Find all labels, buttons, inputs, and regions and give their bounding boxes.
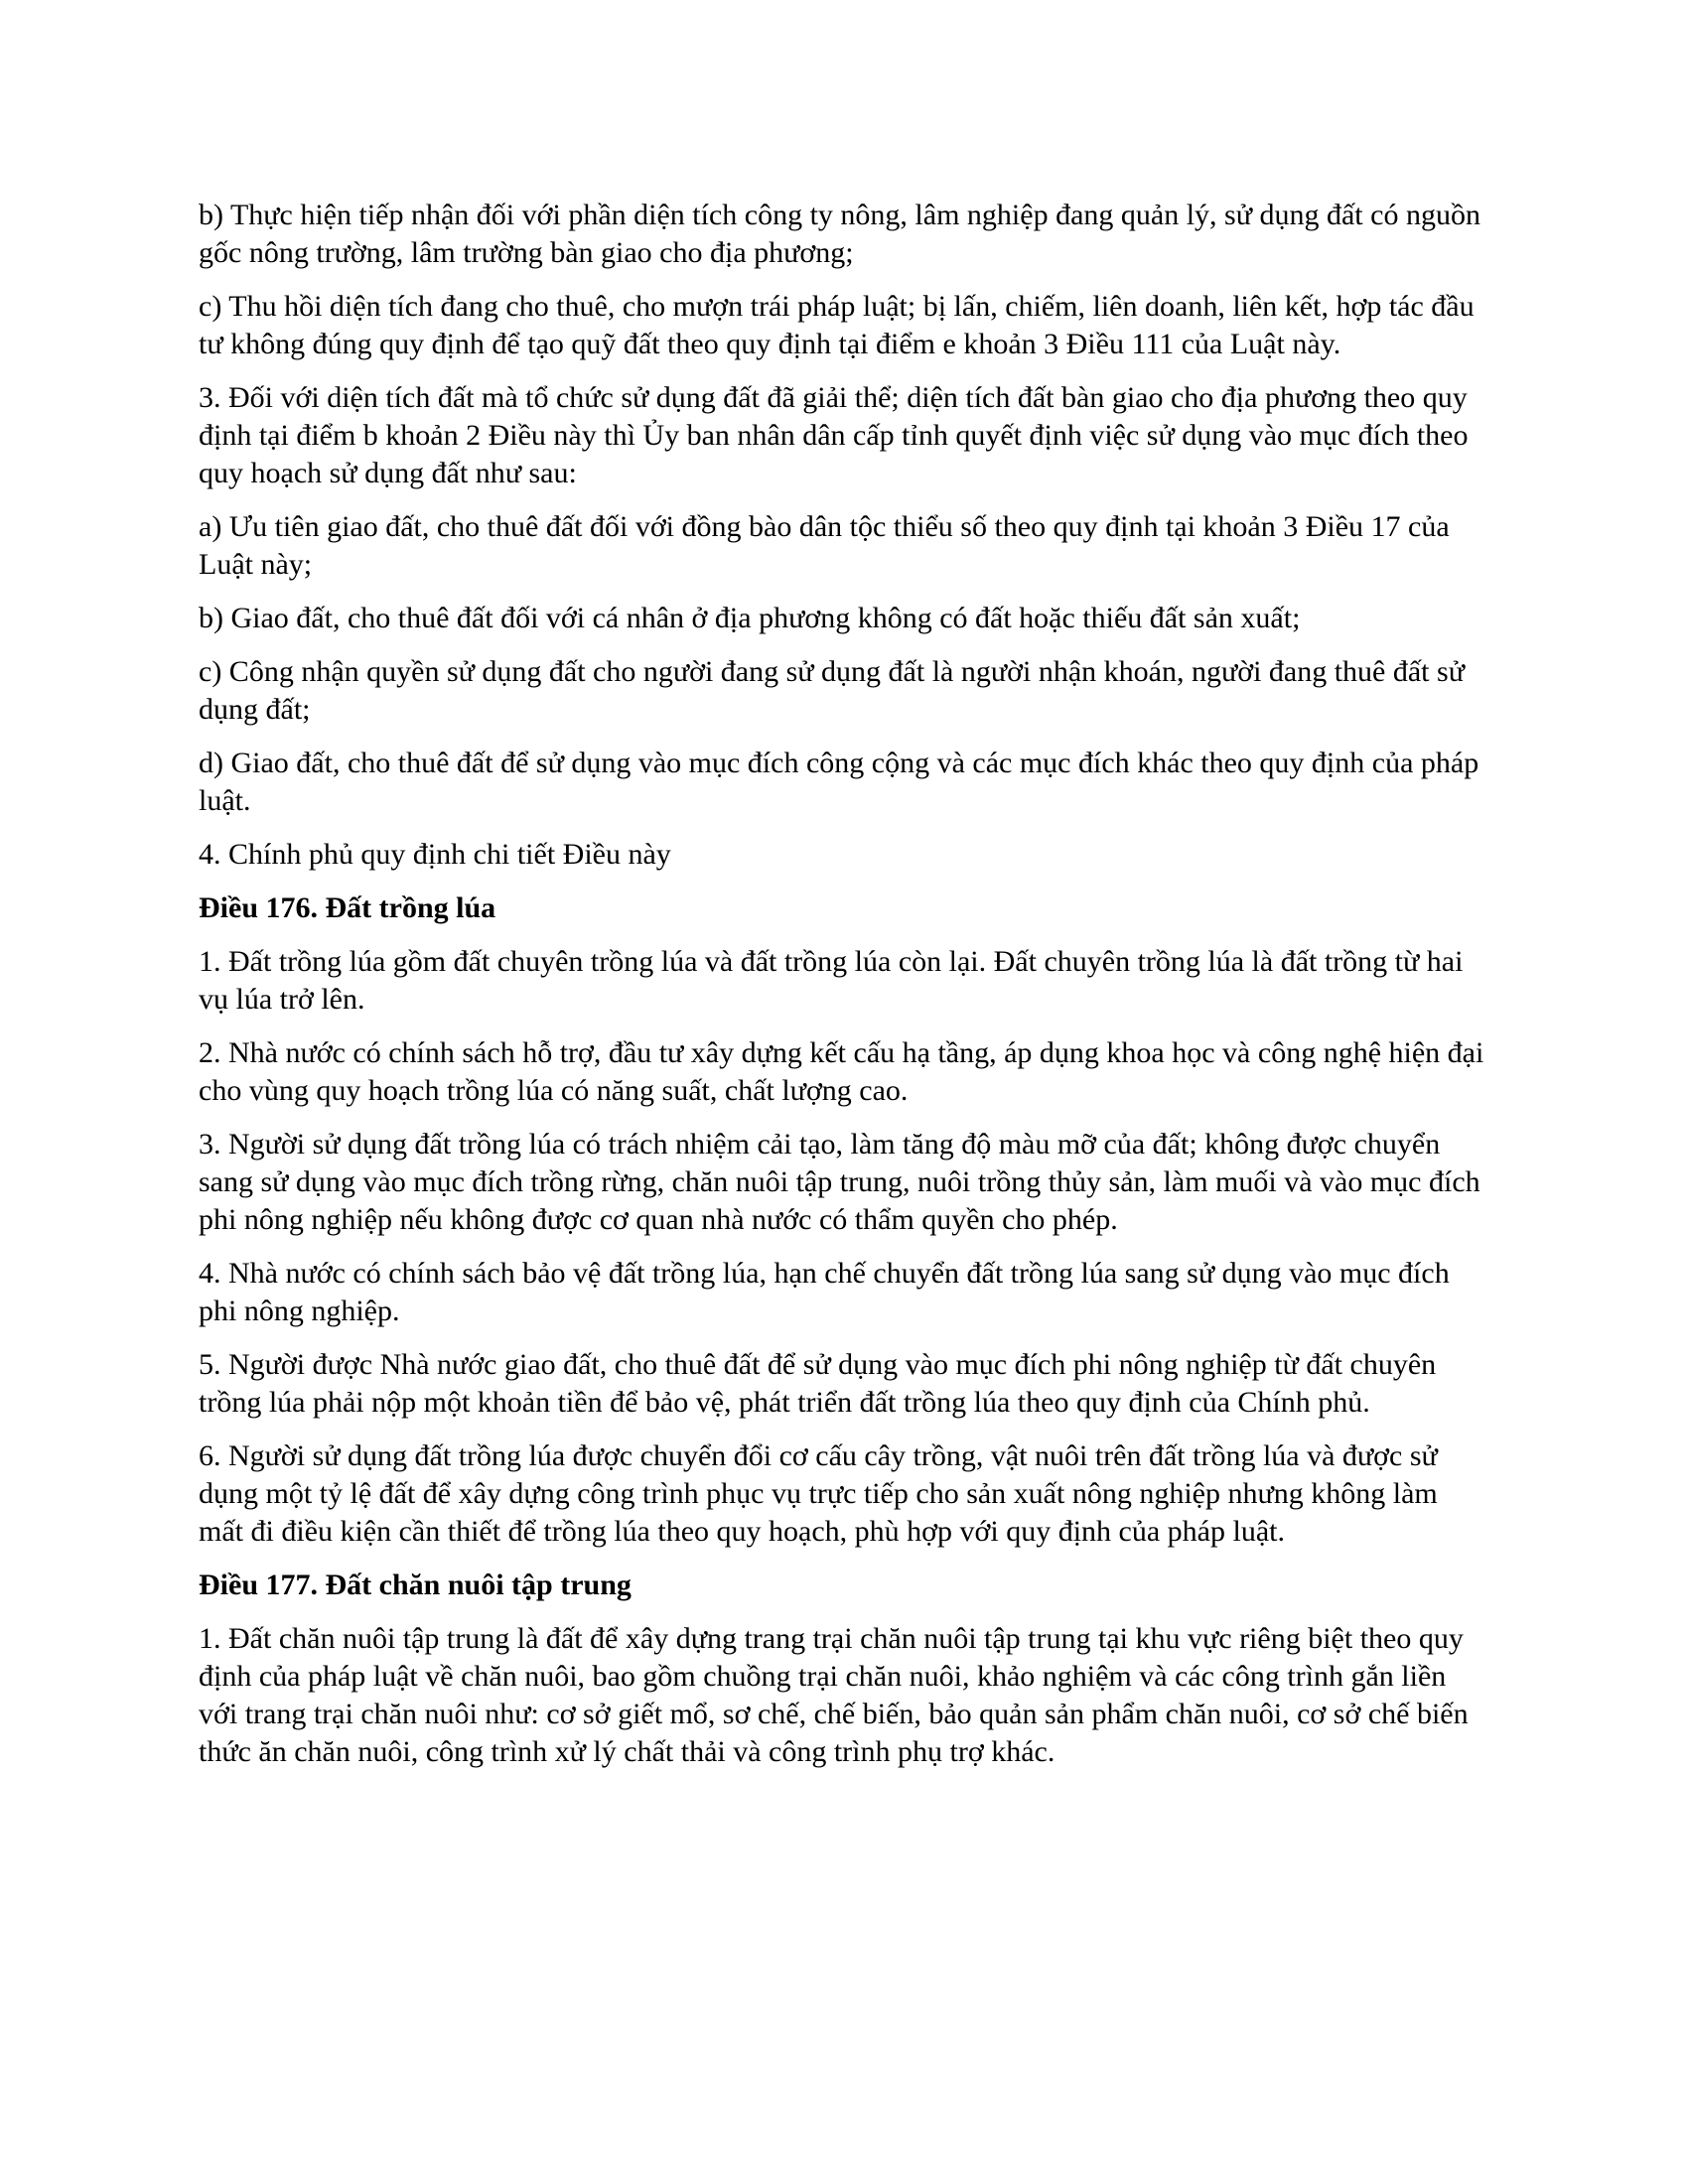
article-177-heading: Điều 177. Đất chăn nuôi tập trung bbox=[199, 1569, 632, 1601]
article-177-clause-1: 1. Đất chăn nuôi tập trung là đất để xây dựng trang trại chăn nuôi tập trung tại khu vực riêng biệt theo quy định của pháp luật về chăn nuôi, bao gồm chuồng trại chăn nuôi, khảo nghiệm và các công trình gắn liền với trang trại chăn nuôi như: cơ sở giết mổ, sơ chế, chế biến, bảo quản sản phẩm chăn nuôi, cơ sở chế biến thức ăn chăn nuôi, công trình xử lý chất thải và công trình phụ trợ khác. bbox=[199, 1622, 1469, 1768]
article-176-clause-2: 2. Nhà nước có chính sách hỗ trợ, đầu tư xây dựng kết cấu hạ tầng, áp dụng khoa học và công nghệ hiện đại cho vùng quy hoạch trồng lúa có năng suất, chất lượng cao. bbox=[199, 1036, 1484, 1107]
paragraph-c-recover-land: c) Thu hồi diện tích đang cho thuê, cho mượn trái pháp luật; bị lấn, chiếm, liên doanh, liên kết, hợp tác đầu tư không đúng quy định để tạo quỹ đất theo quy định tại điểm e khoản 3 Điều 111 của Luật này. bbox=[199, 290, 1475, 360]
article-176-heading: Điều 176. Đất trồng lúa bbox=[199, 891, 496, 924]
article-176-clause-3: 3. Người sử dụng đất trồng lúa có trách nhiệm cải tạo, làm tăng độ màu mỡ của đất; không được chuyển sang sử dụng vào mục đích trồng rừng, chăn nuôi tập trung, nuôi trồng thủy sản, làm muối và vào mục đích phi nông nghiệp nếu không được cơ quan nhà nước có thẩm quyền cho phép. bbox=[199, 1128, 1480, 1236]
paragraph-3-dissolved-org-land: 3. Đối với diện tích đất mà tổ chức sử dụng đất đã giải thể; diện tích đất bàn giao cho địa phương theo quy định tại điểm b khoản 2 Điều này thì Ủy ban nhân dân cấp tỉnh quyết định việc sử dụng vào mục đích theo quy hoạch sử dụng đất như sau: bbox=[199, 381, 1469, 489]
document-page bbox=[199, 197, 1489, 1787]
article-176-clause-5: 5. Người được Nhà nước giao đất, cho thuê đất để sử dụng vào mục đích phi nông nghiệp từ đất chuyên trồng lúa phải nộp một khoản tiền để bảo vệ, phát triển đất trồng lúa theo quy định của Chính phủ. bbox=[199, 1348, 1437, 1419]
paragraph-d-public-purpose: d) Giao đất, cho thuê đất để sử dụng vào mục đích công cộng và các mục đích khác theo quy định của pháp luật. bbox=[199, 747, 1479, 817]
article-176-clause-4: 4. Nhà nước có chính sách bảo vệ đất trồng lúa, hạn chế chuyển đất trồng lúa sang sử dụng vào mục đích phi nông nghiệp. bbox=[199, 1257, 1450, 1327]
article-176-clause-6: 6. Người sử dụng đất trồng lúa được chuyển đổi cơ cấu cây trồng, vật nuôi trên đất trồng lúa và được sử dụng một tỷ lệ đất để xây dựng công trình phục vụ trực tiếp cho sản xuất nông nghiệp nhưng không làm mất đi điều kiện cần thiết để trồng lúa theo quy hoạch, phù hợp với quy định của pháp luật. bbox=[199, 1439, 1438, 1548]
paragraph-b-allocation-individuals: b) Giao đất, cho thuê đất đối với cá nhân ở địa phương không có đất hoặc thiếu đất sản xuất; bbox=[199, 602, 1301, 634]
paragraph-c-recognition-rights: c) Công nhận quyền sử dụng đất cho người đang sử dụng đất là người nhận khoán, người đang thuê đất sử dụng đất; bbox=[199, 655, 1465, 726]
paragraph-4-government-detail: 4. Chính phủ quy định chi tiết Điều này bbox=[199, 838, 671, 871]
paragraph-b-receive-land: b) Thực hiện tiếp nhận đối với phần diện tích công ty nông, lâm nghiệp đang quản lý, sử dụng đất có nguồn gốc nông trường, lâm trường bàn giao cho địa phương; bbox=[199, 199, 1480, 269]
article-176-clause-1: 1. Đất trồng lúa gồm đất chuyên trồng lúa và đất trồng lúa còn lại. Đất chuyên trồng lúa là đất trồng từ hai vụ lúa trở lên. bbox=[199, 945, 1464, 1016]
paragraph-a-priority-allocation: a) Ưu tiên giao đất, cho thuê đất đối với đồng bào dân tộc thiểu số theo quy định tại khoản 3 Điều 17 của Luật này; bbox=[199, 510, 1450, 581]
